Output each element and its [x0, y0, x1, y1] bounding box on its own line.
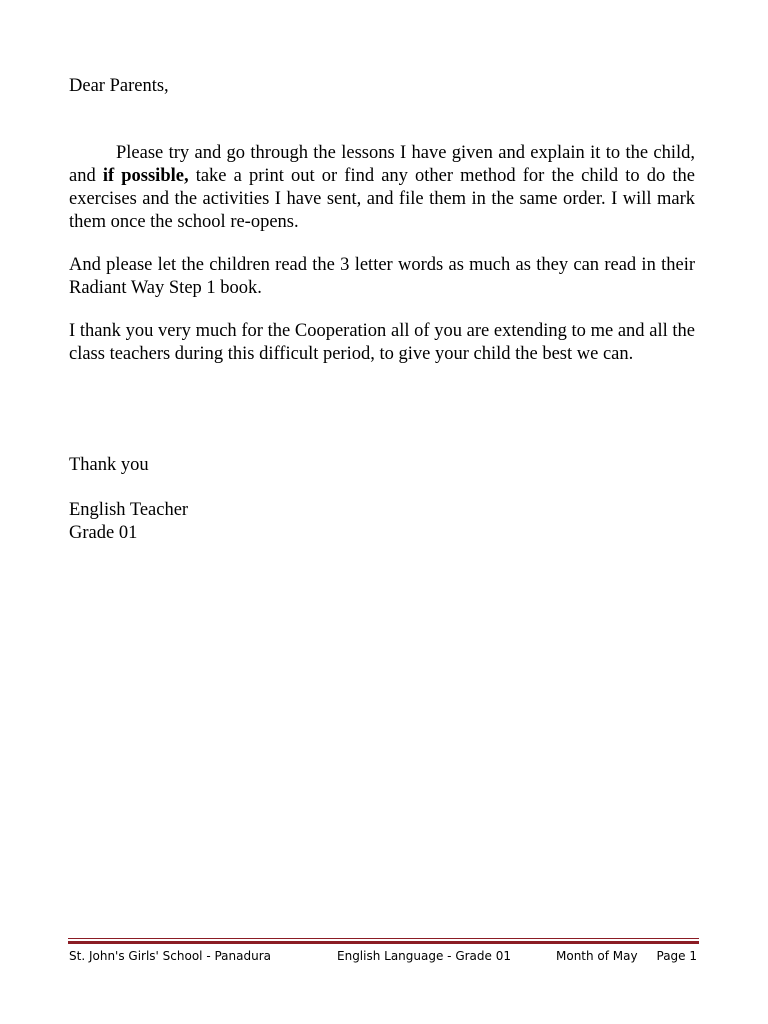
footer-page-number: Page 1 [656, 949, 697, 963]
salutation: Dear Parents, [69, 76, 169, 96]
paragraph-1-emphasis: if possible, [102, 166, 189, 186]
footer-rule-thin [68, 938, 699, 939]
paragraph-1-text-start: Please try and go through the lessons I have given and explain it to the child, and [69, 143, 695, 186]
signature-grade: Grade 01 [69, 523, 138, 543]
closing: Thank you [69, 455, 149, 475]
paragraph-1-text-end: take a print out or find any other method for the child to do the exercises and the activities I have sent, and file them in the same order. I will mark them once the school re-opens. [69, 166, 695, 232]
paragraph-1 [69, 142, 695, 234]
page-footer [68, 947, 699, 965]
footer-month: Month of May [556, 949, 638, 963]
footer-subject: English Language - Grade 01 [337, 949, 511, 963]
paragraph-2: And please let the children read the 3 letter words as much as they can read in their Radiant Way Step 1 book. [69, 255, 695, 298]
paragraph-3: I thank you very much for the Cooperation all of you are extending to me and all the class teachers during this difficult period, to give your child the best we can. [69, 321, 695, 364]
signature-block [69, 499, 695, 545]
footer-school: St. John's Girls' School - Panadura [69, 949, 271, 963]
footer-rule-thick [68, 941, 699, 944]
signature-role: English Teacher [69, 500, 189, 520]
